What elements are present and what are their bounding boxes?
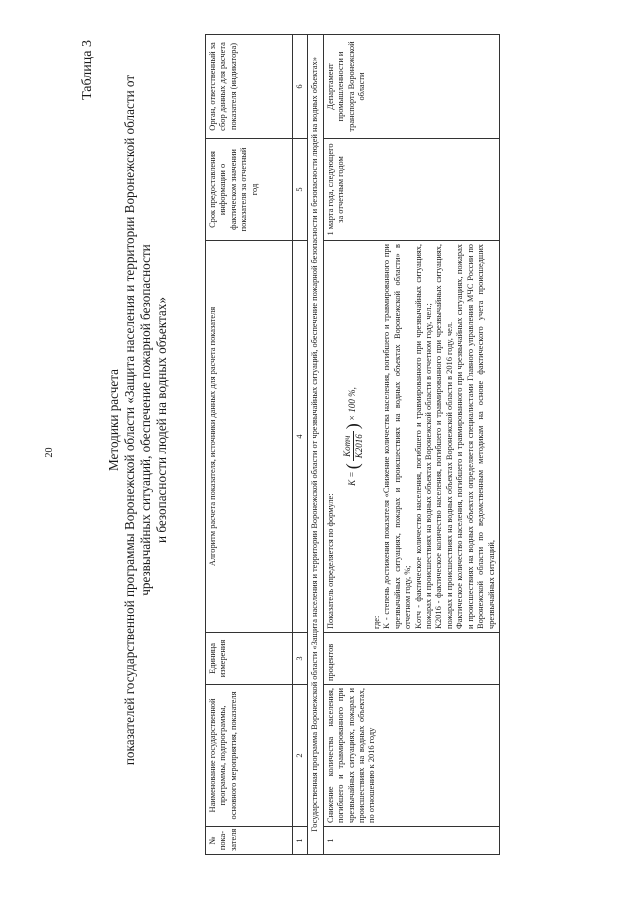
document-title	[106, 25, 170, 815]
formula-fraction	[342, 431, 364, 461]
header-cell-unit: Единица измерения	[206, 633, 293, 685]
formula-where: где:	[372, 615, 382, 629]
title-line: чрезвычайных ситуаций, обеспечение пожарной безопасности	[138, 244, 153, 596]
table-label: Таблица 3	[80, 40, 95, 100]
column-number: 4	[293, 241, 308, 633]
methodology-table	[205, 34, 500, 855]
column-number: 1	[293, 827, 308, 855]
formula-denominator: K2016	[353, 434, 364, 459]
formula-intro: Показатель определяется по формуле:	[325, 493, 335, 629]
indicator-number: 1	[323, 827, 499, 855]
column-number: 5	[293, 139, 308, 241]
definition-k-otch: Kотч - фактическое количество населения, погибшего и травмированного при чрезвычайных ситуациях, пожарах и происшествиях на водных объектах Воронежской области в отчетном году, чел.;	[413, 244, 434, 629]
definition-k: K - степень достижения показателя «Снижение количества населения, погибшего и травмированного при чрезвычайных ситуациях, пожарах и происшествиях на водных объектах Воронежской области» в отчетном году, %;	[382, 244, 413, 629]
header-row	[206, 35, 293, 855]
indicator-unit: процентов	[323, 633, 499, 685]
header-cell-responsible: Орган, ответственный за сбор данных для расчета показателя (индикатора)	[206, 35, 293, 139]
indicator-deadline: 1 марта года, следующего за отчетным годом	[323, 139, 499, 241]
title-line: Методики расчета	[106, 368, 121, 472]
page-number: 20	[44, 447, 55, 458]
table-row	[323, 35, 499, 855]
column-number-row	[293, 35, 308, 855]
header-cell-algorithm: Алгоритм расчета показателя, источники данных для расчета показателя	[206, 241, 293, 633]
column-number: 3	[293, 633, 308, 685]
formula-lhs: K =	[347, 471, 358, 486]
formula-numerator: Kотч	[342, 431, 353, 461]
indicator-name: Снижение количества населения, погибшего и травмированного при чрезвычайных ситуациях, пожарах и происшествиях на водных объектах, по отношению к 2016 году	[323, 685, 499, 827]
title-line: показателей государственной программы Воронежской области «Защита населения и территории Воронежской области от	[122, 74, 137, 766]
program-row	[308, 35, 323, 855]
column-number: 2	[293, 685, 308, 827]
header-cell-name: Наименование государственной программы, подпрограммы, основного мероприятия, показателя	[206, 685, 293, 827]
indicator-responsible: Департамент промышленности и транспорта Воронежской области	[323, 35, 499, 139]
column-number: 6	[293, 35, 308, 139]
program-title: Государственная программа Воронежской области «Защита населения и территории Воронежской области от чрезвычайных ситуаций, обеспечение пожарной безопасности и безопасности людей на водных объектах»	[308, 35, 323, 855]
definition-extra: Фактическое количество населения, погибшего и травмированного при чрезвычайных ситуациях, пожарах и происшествиях на водных объектах определяется специалистами Главного управления МЧС России по Воронежской области по ведомственным методикам на основе фактического учета происшедших чрезвычайных ситуаций,	[455, 244, 496, 629]
header-cell-number: № пока-зателя	[206, 827, 293, 855]
indicator-algorithm	[323, 241, 499, 633]
header-cell-deadline: Срок предоставления информации о фактическом значении показателя за отчетный год	[206, 139, 293, 241]
formula: K = ( Kотч K2016 ) × 100 %,	[342, 387, 364, 486]
definition-k-2016: K2016 - фактическое количество населения, погибшего и травмированного при чрезвычайных ситуациях, пожарах и происшествиях на водных объектах Воронежской области в 2016 году, чел.	[434, 244, 454, 629]
formula-tail: × 100 %,	[347, 387, 358, 421]
title-line: и безопасности людей на водных объектах»	[154, 297, 169, 543]
